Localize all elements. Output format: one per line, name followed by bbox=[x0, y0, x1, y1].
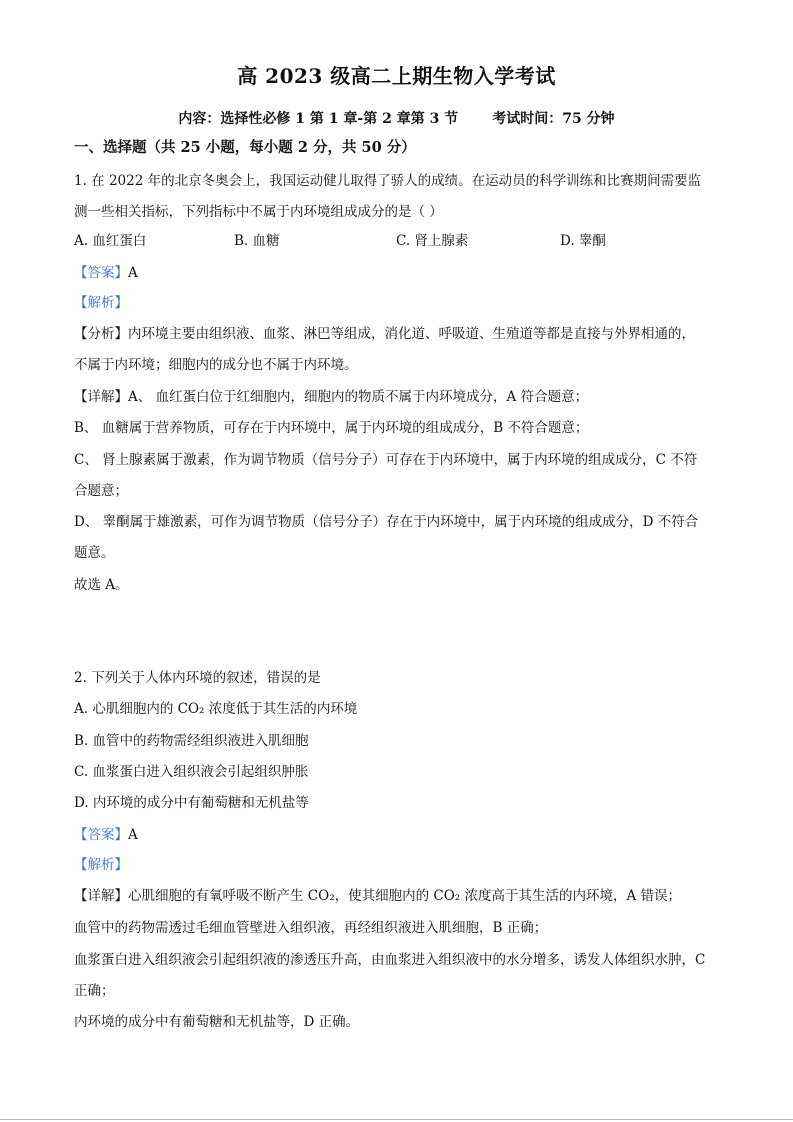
page-title: 高 2023 级高二上期生物入学考试 bbox=[237, 64, 556, 88]
q1-answer-line bbox=[74, 264, 724, 282]
q1-fenxi-tag: 【分析】 bbox=[74, 326, 128, 342]
q1-analysis-tag: 【解析】 bbox=[74, 295, 128, 311]
q1-detail-b: B、 血糖属于营养物质，可存在于内环境中，属于内环境的组成成分，B 不符合题意； bbox=[74, 420, 589, 436]
q2-detail-3a: 血浆蛋白进入组织液会引起组织液的渗透压升高，由血浆进入组织液中的水分增多，诱发人体组织水肿，C bbox=[74, 952, 706, 968]
q1-fenxi-text1: 内环境主要由组织液、血浆、淋巴等组成，消化道、呼吸道、生殖道等都是直接与外界相通的， bbox=[128, 326, 695, 342]
q2-answer-tag: 【答案】 bbox=[74, 827, 128, 843]
q2-stem: 2. 下列关于人体内环境的叙述，错误的是 bbox=[74, 670, 321, 686]
q1-option-b: B. 血糖 bbox=[234, 233, 280, 249]
q2-option-a: A. 心肌细胞内的 CO₂ 浓度低于其生活的内环境 bbox=[74, 701, 358, 717]
q1-fenxi-line1 bbox=[74, 325, 724, 343]
q1-answer: A bbox=[128, 265, 138, 281]
q2-answer: A bbox=[128, 827, 138, 843]
q2-analysis-tag: 【解析】 bbox=[74, 857, 128, 873]
q2-detail-1-line bbox=[74, 887, 724, 905]
q2-detail-3b: 正确； bbox=[74, 983, 115, 999]
q2-detail-2: 血管中的药物需透过毛细血管壁进入组织液，再经组织液进入肌细胞，B 正确； bbox=[74, 920, 548, 936]
q2-xiangjie-tag: 【详解】 bbox=[74, 888, 128, 904]
q2-option-d: D. 内环境的成分中有葡萄糖和无机盐等 bbox=[74, 795, 309, 811]
section-heading: 一、选择题（共 25 小题，每小题 2 分，共 50 分） bbox=[74, 139, 416, 156]
q1-detail-d1: D、 睾酮属于雄激素，可作为调节物质（信号分子）存在于内环境中，属于内环境的组成成分，D 不符合 bbox=[74, 514, 699, 530]
exam-content-scope: 内容：选择性必修 1 第 1 章-第 2 章第 3 节 bbox=[178, 111, 459, 127]
q2-option-b: B. 血管中的药物需经组织液进入肌细胞 bbox=[74, 733, 309, 749]
q1-stem-line2: 测一些相关指标，下列指标中不属于内环境组成成分的是（ ） bbox=[74, 204, 443, 220]
q1-conclusion: 故选 A。 bbox=[74, 577, 129, 593]
q1-fenxi-line2: 不属于内环境；细胞内的成分也不属于内环境。 bbox=[74, 357, 358, 373]
q2-answer-line bbox=[74, 826, 724, 844]
q1-xiangjie-tag: 【详解】 bbox=[74, 389, 128, 405]
q1-answer-tag: 【答案】 bbox=[74, 265, 128, 281]
q1-detail-a-line bbox=[74, 388, 724, 406]
q1-detail-c2: 合题意； bbox=[74, 483, 128, 499]
q1-option-d: D. 睾酮 bbox=[560, 233, 606, 249]
q1-option-a: A. 血红蛋白 bbox=[74, 233, 147, 249]
exam-duration: 考试时间：75 分钟 bbox=[492, 111, 615, 127]
q1-detail-d2: 题意。 bbox=[74, 545, 115, 561]
q1-stem-line1: 1. 在 2022 年的北京冬奥会上，我国运动健儿取得了骄人的成绩。在运动员的科学训练和比赛期间需要监 bbox=[74, 173, 702, 189]
q2-detail-1: 心肌细胞的有氧呼吸不断产生 CO₂，使其细胞内的 CO₂ 浓度高于其生活的内环境，A 错误； bbox=[128, 888, 682, 904]
q1-option-c: C. 肾上腺素 bbox=[396, 233, 469, 249]
q2-option-c: C. 血浆蛋白进入组织液会引起组织肿胀 bbox=[74, 764, 309, 780]
q1-detail-a: A、 血红蛋白位于红细胞内，细胞内的物质不属于内环境成分，A 符合题意； bbox=[128, 389, 589, 405]
q2-detail-4: 内环境的成分中有葡萄糖和无机盐等，D 正确。 bbox=[74, 1014, 360, 1030]
page-bottom-divider bbox=[0, 1119, 793, 1120]
q1-detail-c1: C、 肾上腺素属于激素，作为调节物质（信号分子）可存在于内环境中，属于内环境的组成成分，C 不符 bbox=[74, 452, 698, 468]
exam-subtitle bbox=[0, 108, 793, 128]
